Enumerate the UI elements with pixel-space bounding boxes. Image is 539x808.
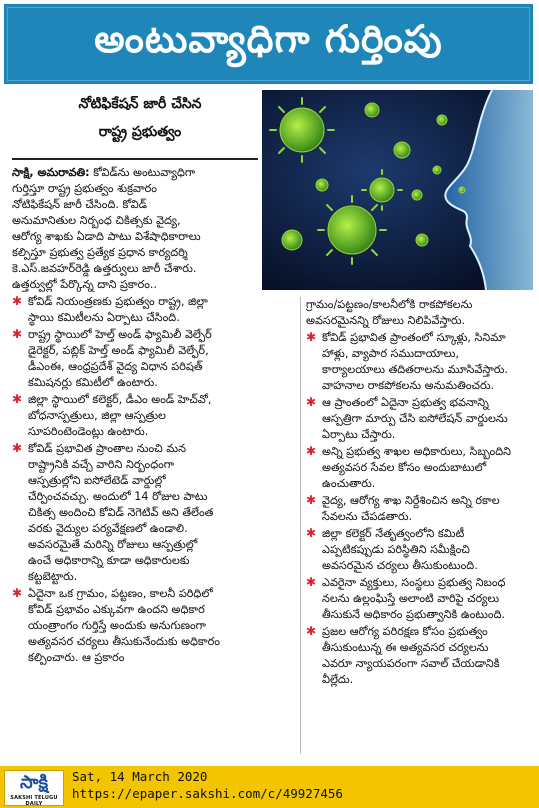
column-divider (300, 297, 301, 754)
lead-line: ఉత్తర్వుల్లో పేర్కొన్న దాని ప్రకారం.. (12, 278, 158, 291)
bullet-point (12, 441, 302, 585)
bullet-point (12, 294, 302, 326)
asterisk-bullet-icon: ✱ (306, 575, 317, 589)
bullet-line: కోవిడ్ ప్రభావం ఎక్కువగా ఉందని అధికార (28, 603, 205, 616)
bullet-point (306, 444, 534, 492)
bullet-line: ఏర్పాటు చేస్తారు. (322, 428, 396, 441)
bullet-line: ఉంచే అధికారాన్ని కూడా అధికారులకు (28, 554, 190, 567)
bullet-line: సేవలను చేపడతారు. (322, 510, 413, 523)
bullet-line: ఆస్పత్రుల్లోని ఐసోలేటెడ్ వార్డుల్లో (28, 474, 166, 487)
sakshi-logo: సాక్షి SAKSHI TELUGU DAILY (4, 770, 64, 806)
bullet-line: కోవిడ్ ప్రభావిత ప్రాంతంలో స్కూళ్లు, సినిమా (322, 331, 506, 344)
lead-line: అనుమానితుల నిర్బంధ చికిత్సకు వైద్య, (12, 214, 181, 227)
asterisk-bullet-icon: ✱ (306, 395, 317, 409)
epaper-url[interactable]: https://epaper.sakshi.com/c/49927456 (72, 786, 343, 801)
bullet-line: అవసరమైతే మరిన్ని రోజులు ఆస్పత్రుల్లో (28, 538, 198, 551)
dateline: సాక్షి, అమరావతి: (12, 166, 90, 179)
bullet-line: చికిత్స అందించి కోవిడ్ నెగెటివ్ అని తేలేంత (28, 506, 214, 519)
bullet-line: వరకు వైద్యుల పర్యవేక్షణలో ఉండాలి. (28, 522, 188, 535)
asterisk-bullet-icon: ✱ (12, 294, 23, 308)
bullet-line: రాష్ట్ర స్థాయిలో హెల్త్ అండ్ ఫ్యామిలీ వెల్ఫేర్ (28, 328, 212, 341)
bullet-line: యంత్రాంగం గుర్తిస్తే అందుకు అనుగుణంగా (28, 619, 206, 632)
continuation-line: గ్రామం/పట్టణం/కాలనీలోకి రాకపోకలను (306, 298, 473, 311)
bullet-point (12, 392, 302, 440)
bullet-line: కోవిడ్ నియంత్రణకు ప్రభుత్వం రాష్ట్ర, జిల్లా (28, 295, 208, 308)
subhead-divider (12, 158, 258, 160)
bullet-line: డీఎంఈ, ఆంధ్రప్రదేశ్ వైద్య విధాన పరిషత్ (28, 360, 203, 373)
bullet-line: ఉంచుతారు. (322, 477, 376, 490)
bullet-line: హాళ్లు, వ్యాపార సముదాయాలు, (322, 347, 460, 360)
bullet-line: వైద్య, ఆరోగ్య శాఖ నిర్దేశించిన అన్ని రకాల (322, 494, 500, 507)
virus-face-illustration (262, 90, 533, 290)
asterisk-bullet-icon: ✱ (12, 441, 23, 455)
subheadline-line-1: నోటిఫికేషన్ జారీ చేసిన (78, 96, 202, 112)
bullet-point (306, 624, 534, 688)
subheadline (20, 90, 260, 154)
headline-banner (4, 4, 533, 84)
headline-title: అంటువ్యాధిగా గుర్తింపు (94, 17, 443, 61)
asterisk-bullet-icon: ✱ (306, 624, 317, 638)
bullet-line: అత్యవసర సేవల కోసం అందుబాటులో (322, 461, 487, 474)
asterisk-bullet-icon: ✱ (12, 327, 23, 341)
lead-line: కోవిడ్‌ను అంటువ్యాధిగా (93, 166, 196, 179)
bullet-line: తీసుకునే అధికారం ప్రభుత్వానికి ఉంటుంది. (322, 608, 506, 621)
bullet-point (12, 586, 302, 666)
bullet-line: కార్యాలయాలు తదితరాలను మూసివేస్తారు. (322, 363, 508, 376)
subheadline-line-2: రాష్ట్ర ప్రభుత్వం (98, 124, 182, 140)
bullet-point (12, 327, 302, 391)
continuation-line: అవసరమైనన్ని రోజులు నిలిపివేస్తారు. (306, 314, 466, 327)
asterisk-bullet-icon: ✱ (306, 493, 317, 507)
lead-line: నోటిఫికేషన్ జారీ చేసింది. కోవిడ్ (12, 198, 148, 211)
bullet-point (306, 395, 534, 443)
bullet-line: కట్టబెట్టారు. (28, 570, 78, 583)
bullet-line: అన్ని ప్రభుత్వ శాఖల అధికారులు, సిబ్బందిని (322, 445, 511, 458)
lead-line: కె.ఎస్.జవహర్‌రెడ్డి ఉత్తర్వులు జారీ చేశారు. (12, 262, 197, 275)
bullet-line: ఎప్పటికప్పుడు పరిస్థితిని సమీక్షించి (322, 543, 470, 556)
bullet-line: వీల్లేదు. (322, 673, 354, 686)
bullet-line: జిల్లా కలెక్టర్ నేతృత్వంలోని కమిటీ (322, 527, 465, 540)
bullet-line: ఆ ప్రాంతంలో ఏదైనా ప్రభుత్వ భవనాన్ని (322, 396, 489, 409)
bullet-line: కల్పించారు. ఆ ప్రకారం (28, 651, 125, 664)
bullet-line: చేర్పించవచ్చు. అందులో 14 రోజుల పాటు (28, 490, 208, 503)
edition-date: Sat, 14 March 2020 (72, 769, 208, 784)
asterisk-bullet-icon: ✱ (306, 330, 317, 344)
bullet-line: బోధనాస్పత్రులు, జిల్లా ఆస్పత్రుల (28, 409, 166, 422)
bullet-line: నలను ఉల్లంఘిస్తే అలాంటి వారిపై చర్యలు (322, 592, 500, 605)
lead-line: కల్పిస్తూ ప్రభుత్వ ప్రత్యేక ప్రధాన కార్యదర్శి (12, 246, 188, 259)
bullet-point (306, 330, 534, 394)
bullet-line: డైరెక్టర్, పబ్లిక్ హెల్త్ అండ్ ఫ్యామిలీ వెల్ఫేర్, (28, 344, 209, 357)
bullet-line: తీసుకుంటున్న ఈ అత్యవసర చర్యలను (322, 641, 489, 654)
asterisk-bullet-icon: ✱ (12, 586, 23, 600)
lead-line: గుర్తిస్తూ రాష్ట్ర ప్రభుత్వం శుక్రవారం (12, 182, 157, 195)
asterisk-bullet-icon: ✱ (12, 392, 23, 406)
bullet-line: వాహనాల రాకపోకలను అనుమతించరు. (322, 379, 495, 392)
article-lead-paragraph (12, 165, 302, 293)
article-right-column (306, 297, 534, 688)
bullet-line: జిల్లా స్థాయిలో కలెక్టర్, డీఎం అండ్ హెచ్‌వో, (28, 393, 212, 406)
asterisk-bullet-icon: ✱ (306, 444, 317, 458)
bullet-line: స్థాయి కమిటీలను ఏర్పాటు చేసింది. (28, 311, 180, 324)
bullet-line: సూపరింటెండెంట్లు ఉంటారు. (28, 425, 149, 438)
bullet-line: కమిషనర్లు కమిటీలో ఉంటారు. (28, 376, 158, 389)
article-left-column (12, 165, 302, 666)
bullet-point (306, 526, 534, 574)
bullet-line: అత్యవసర చర్యలు తీసుకునేందుకు అధికారం (28, 635, 220, 648)
bullet-line: కోవిడ్ ప్రభావిత ప్రాంతాల నుంచి మన (28, 442, 186, 455)
bullet-point (306, 575, 534, 623)
lead-line: ఆరోగ్య శాఖకు ఏడాది పాటు విశేషాధికారాలు (12, 230, 201, 243)
bullet-line: ఎవరైనా వ్యక్తులు, సంస్థలు ప్రభుత్వ నిబంధ (322, 576, 506, 589)
bullet-line: అవసరమైన చర్యలు తీసుకుంటుంది. (322, 559, 478, 572)
bullet-point (306, 493, 534, 525)
bullet-line: ఏదైనా ఒక గ్రామం, పట్టణం, కాలనీ పరిధిలో (28, 587, 213, 600)
asterisk-bullet-icon: ✱ (306, 526, 317, 540)
bullet-line: ఆస్పత్రిగా మార్పు చేసి ఐసోలేషన్ వార్డులను (322, 412, 508, 425)
epaper-footer (0, 766, 539, 808)
bullet-line: ప్రజల ఆరోగ్య పరిరక్షణ కోసం ప్రభుత్వం (322, 625, 488, 638)
bullet-line: ఎవరూ న్యాయపరంగా సవాల్ చేయడానికి (322, 657, 500, 670)
virus-illustration-image (262, 90, 533, 290)
bullet-line: రాష్ట్రానికి వచ్చే వారిని నిర్బంధంగా (28, 458, 175, 471)
